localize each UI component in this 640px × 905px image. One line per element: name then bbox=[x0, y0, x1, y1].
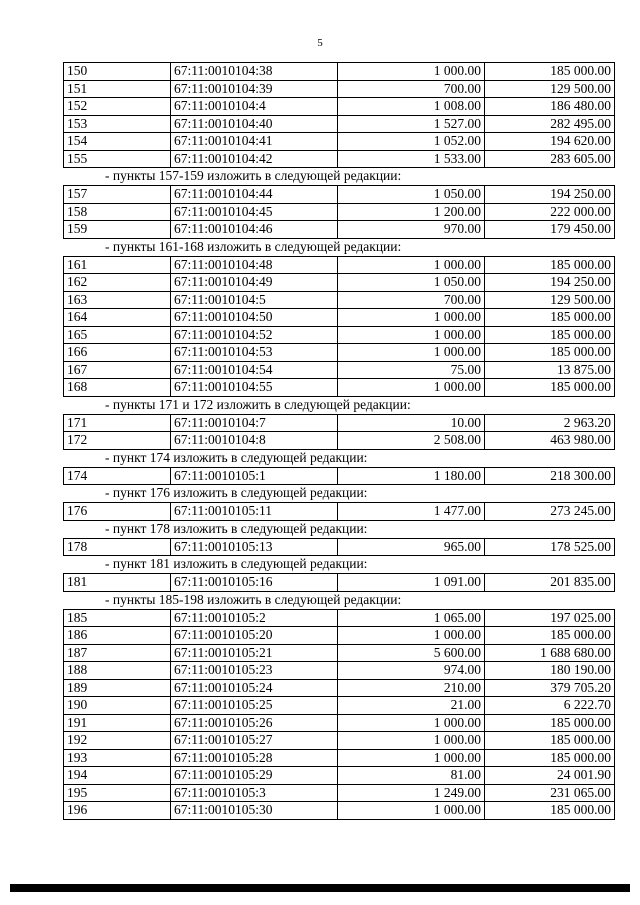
area-cell: 10.00 bbox=[338, 414, 485, 432]
cadastral-number-cell: 67:11:0010105:20 bbox=[171, 627, 338, 645]
table-row bbox=[64, 291, 615, 309]
parcel-table bbox=[63, 185, 615, 239]
cadastral-number-cell: 67:11:0010105:29 bbox=[171, 767, 338, 785]
item-number-cell: 178 bbox=[64, 538, 171, 556]
table-row bbox=[64, 203, 615, 221]
cadastral-value-cell: 129 500.00 bbox=[485, 291, 615, 309]
amendment-instruction: - пункты 171 и 172 изложить в следующей редакции: bbox=[105, 396, 411, 412]
cadastral-value-cell: 194 250.00 bbox=[485, 186, 615, 204]
item-number-cell: 172 bbox=[64, 432, 171, 450]
table-row bbox=[64, 538, 615, 556]
page-number: 5 bbox=[317, 37, 323, 49]
area-cell: 210.00 bbox=[338, 679, 485, 697]
table-row bbox=[64, 749, 615, 767]
area-cell: 1 065.00 bbox=[338, 609, 485, 627]
area-cell: 965.00 bbox=[338, 538, 485, 556]
table-row bbox=[64, 662, 615, 680]
cadastral-value-cell: 179 450.00 bbox=[485, 221, 615, 239]
parcel-table bbox=[63, 609, 615, 820]
amendment-instruction: - пункты 157-159 изложить в следующей редакции: bbox=[105, 168, 402, 183]
table-row bbox=[64, 63, 615, 81]
item-number-cell: 154 bbox=[64, 133, 171, 151]
item-number-cell: 166 bbox=[64, 344, 171, 362]
area-cell: 1 000.00 bbox=[338, 714, 485, 732]
area-cell: 700.00 bbox=[338, 291, 485, 309]
table-row bbox=[64, 467, 615, 485]
cadastral-number-cell: 67:11:0010104:48 bbox=[171, 256, 338, 274]
item-number-cell: 167 bbox=[64, 361, 171, 379]
amendment-instruction: - пункт 176 изложить в следующей редакции: bbox=[105, 485, 368, 500]
cadastral-value-cell: 13 875.00 bbox=[485, 361, 615, 379]
cadastral-value-cell: 185 000.00 bbox=[485, 802, 615, 820]
item-number-cell: 161 bbox=[64, 256, 171, 274]
table-row bbox=[64, 326, 615, 344]
cadastral-number-cell: 67:11:0010105:3 bbox=[171, 784, 338, 802]
cadastral-value-cell: 180 190.00 bbox=[485, 662, 615, 680]
cadastral-value-cell: 379 705.20 bbox=[485, 679, 615, 697]
area-cell: 1 477.00 bbox=[338, 503, 485, 521]
area-cell: 1 180.00 bbox=[338, 467, 485, 485]
area-cell: 1 000.00 bbox=[338, 749, 485, 767]
table-row bbox=[64, 802, 615, 820]
table-row bbox=[64, 274, 615, 292]
cadastral-value-cell: 178 525.00 bbox=[485, 538, 615, 556]
cadastral-value-cell: 282 495.00 bbox=[485, 115, 615, 133]
area-cell: 2 508.00 bbox=[338, 432, 485, 450]
table-row bbox=[64, 379, 615, 397]
area-cell: 1 000.00 bbox=[338, 256, 485, 274]
area-cell: 1 000.00 bbox=[338, 63, 485, 81]
area-cell: 1 008.00 bbox=[338, 98, 485, 116]
area-cell: 21.00 bbox=[338, 697, 485, 715]
cadastral-value-cell: 129 500.00 bbox=[485, 80, 615, 98]
cadastral-number-cell: 67:11:0010104:4 bbox=[171, 98, 338, 116]
table-row bbox=[64, 414, 615, 432]
item-number-cell: 181 bbox=[64, 574, 171, 592]
item-number-cell: 190 bbox=[64, 697, 171, 715]
area-cell: 1 000.00 bbox=[338, 344, 485, 362]
cadastral-value-cell: 185 000.00 bbox=[485, 63, 615, 81]
table-row bbox=[64, 679, 615, 697]
cadastral-number-cell: 67:11:0010105:27 bbox=[171, 732, 338, 750]
cadastral-number-cell: 67:11:0010104:54 bbox=[171, 361, 338, 379]
cadastral-number-cell: 67:11:0010105:1 bbox=[171, 467, 338, 485]
item-number-cell: 171 bbox=[64, 414, 171, 432]
cadastral-value-cell: 185 000.00 bbox=[485, 256, 615, 274]
table-row bbox=[64, 732, 615, 750]
area-cell: 1 050.00 bbox=[338, 274, 485, 292]
cadastral-value-cell: 194 250.00 bbox=[485, 274, 615, 292]
table-row bbox=[64, 767, 615, 785]
cadastral-number-cell: 67:11:0010105:13 bbox=[171, 538, 338, 556]
cadastral-number-cell: 67:11:0010105:26 bbox=[171, 714, 338, 732]
cadastral-number-cell: 67:11:0010104:55 bbox=[171, 379, 338, 397]
table-row bbox=[64, 644, 615, 662]
table-row bbox=[64, 221, 615, 239]
cadastral-number-cell: 67:11:0010104:46 bbox=[171, 221, 338, 239]
cadastral-value-cell: 185 000.00 bbox=[485, 627, 615, 645]
cadastral-value-cell: 231 065.00 bbox=[485, 784, 615, 802]
item-number-cell: 174 bbox=[64, 467, 171, 485]
cadastral-number-cell: 67:11:0010104:5 bbox=[171, 291, 338, 309]
cadastral-number-cell: 67:11:0010104:50 bbox=[171, 309, 338, 327]
area-cell: 1 000.00 bbox=[338, 309, 485, 327]
item-number-cell: 189 bbox=[64, 679, 171, 697]
cadastral-value-cell: 194 620.00 bbox=[485, 133, 615, 151]
table-row bbox=[64, 150, 615, 168]
cadastral-value-cell: 283 605.00 bbox=[485, 150, 615, 168]
cadastral-value-cell: 201 835.00 bbox=[485, 574, 615, 592]
area-cell: 1 000.00 bbox=[338, 627, 485, 645]
item-number-cell: 163 bbox=[64, 291, 171, 309]
cadastral-value-cell: 1 688 680.00 bbox=[485, 644, 615, 662]
table-row bbox=[64, 697, 615, 715]
item-number-cell: 196 bbox=[64, 802, 171, 820]
table-row bbox=[64, 714, 615, 732]
table-row bbox=[64, 574, 615, 592]
cadastral-value-cell: 186 480.00 bbox=[485, 98, 615, 116]
area-cell: 75.00 bbox=[338, 361, 485, 379]
amendment-instruction: - пункты 185-198 изложить в следующей редакции: bbox=[105, 591, 402, 607]
table-row bbox=[64, 309, 615, 327]
table-row bbox=[64, 344, 615, 362]
area-cell: 81.00 bbox=[338, 767, 485, 785]
area-cell: 1 000.00 bbox=[338, 802, 485, 820]
cadastral-number-cell: 67:11:0010104:42 bbox=[171, 150, 338, 168]
cadastral-value-cell: 222 000.00 bbox=[485, 203, 615, 221]
area-cell: 974.00 bbox=[338, 662, 485, 680]
cadastral-number-cell: 67:11:0010104:8 bbox=[171, 432, 338, 450]
parcel-table bbox=[63, 62, 615, 168]
parcel-table bbox=[63, 502, 615, 521]
area-cell: 5 600.00 bbox=[338, 644, 485, 662]
cadastral-value-cell: 185 000.00 bbox=[485, 732, 615, 750]
area-cell: 970.00 bbox=[338, 221, 485, 239]
item-number-cell: 194 bbox=[64, 767, 171, 785]
area-cell: 1 533.00 bbox=[338, 150, 485, 168]
cadastral-number-cell: 67:11:0010104:39 bbox=[171, 80, 338, 98]
item-number-cell: 158 bbox=[64, 203, 171, 221]
item-number-cell: 150 bbox=[64, 63, 171, 81]
cadastral-value-cell: 2 963.20 bbox=[485, 414, 615, 432]
item-number-cell: 153 bbox=[64, 115, 171, 133]
table-row bbox=[64, 256, 615, 274]
parcel-table bbox=[63, 467, 615, 486]
cadastral-value-cell: 24 001.90 bbox=[485, 767, 615, 785]
cadastral-value-cell: 185 000.00 bbox=[485, 309, 615, 327]
amendment-instruction: - пункт 178 изложить в следующей редакции: bbox=[105, 520, 368, 536]
area-cell: 1 050.00 bbox=[338, 186, 485, 204]
cadastral-value-cell: 463 980.00 bbox=[485, 432, 615, 450]
cadastral-number-cell: 67:11:0010104:44 bbox=[171, 186, 338, 204]
cadastral-number-cell: 67:11:0010105:30 bbox=[171, 802, 338, 820]
cadastral-value-cell: 197 025.00 bbox=[485, 609, 615, 627]
cadastral-value-cell: 185 000.00 bbox=[485, 714, 615, 732]
parcel-table bbox=[63, 573, 615, 592]
area-cell: 1 052.00 bbox=[338, 133, 485, 151]
item-number-cell: 187 bbox=[64, 644, 171, 662]
cadastral-value-cell: 185 000.00 bbox=[485, 379, 615, 397]
item-number-cell: 186 bbox=[64, 627, 171, 645]
item-number-cell: 185 bbox=[64, 609, 171, 627]
document-body bbox=[63, 62, 615, 820]
area-cell: 1 527.00 bbox=[338, 115, 485, 133]
item-number-cell: 152 bbox=[64, 98, 171, 116]
item-number-cell: 195 bbox=[64, 784, 171, 802]
cadastral-number-cell: 67:11:0010104:49 bbox=[171, 274, 338, 292]
cadastral-number-cell: 67:11:0010104:45 bbox=[171, 203, 338, 221]
cadastral-number-cell: 67:11:0010105:28 bbox=[171, 749, 338, 767]
table-row bbox=[64, 503, 615, 521]
item-number-cell: 176 bbox=[64, 503, 171, 521]
amendment-instruction: - пункт 174 изложить в следующей редакции: bbox=[105, 449, 368, 465]
table-row bbox=[64, 186, 615, 204]
cadastral-number-cell: 67:11:0010105:21 bbox=[171, 644, 338, 662]
table-row bbox=[64, 98, 615, 116]
area-cell: 1 000.00 bbox=[338, 732, 485, 750]
cadastral-number-cell: 67:11:0010105:2 bbox=[171, 609, 338, 627]
item-number-cell: 157 bbox=[64, 186, 171, 204]
cadastral-number-cell: 67:11:0010104:40 bbox=[171, 115, 338, 133]
cadastral-number-cell: 67:11:0010104:41 bbox=[171, 133, 338, 151]
area-cell: 700.00 bbox=[338, 80, 485, 98]
cadastral-number-cell: 67:11:0010105:23 bbox=[171, 662, 338, 680]
area-cell: 1 091.00 bbox=[338, 574, 485, 592]
table-row bbox=[64, 80, 615, 98]
area-cell: 1 000.00 bbox=[338, 379, 485, 397]
parcel-table bbox=[63, 414, 615, 450]
bottom-border-bar bbox=[10, 884, 630, 892]
area-cell: 1 200.00 bbox=[338, 203, 485, 221]
cadastral-value-cell: 273 245.00 bbox=[485, 503, 615, 521]
cadastral-number-cell: 67:11:0010105:16 bbox=[171, 574, 338, 592]
parcel-table bbox=[63, 256, 615, 397]
item-number-cell: 165 bbox=[64, 326, 171, 344]
item-number-cell: 155 bbox=[64, 150, 171, 168]
parcel-table bbox=[63, 538, 615, 557]
amendment-instruction: - пункт 181 изложить в следующей редакции: bbox=[105, 556, 368, 571]
area-cell: 1 249.00 bbox=[338, 784, 485, 802]
table-row bbox=[64, 432, 615, 450]
cadastral-number-cell: 67:11:0010105:25 bbox=[171, 697, 338, 715]
cadastral-value-cell: 185 000.00 bbox=[485, 326, 615, 344]
item-number-cell: 191 bbox=[64, 714, 171, 732]
table-row bbox=[64, 361, 615, 379]
amendment-instruction: - пункты 161-168 изложить в следующей редакции: bbox=[105, 238, 402, 254]
table-row bbox=[64, 784, 615, 802]
cadastral-number-cell: 67:11:0010105:11 bbox=[171, 503, 338, 521]
table-row bbox=[64, 609, 615, 627]
cadastral-value-cell: 218 300.00 bbox=[485, 467, 615, 485]
cadastral-number-cell: 67:11:0010104:7 bbox=[171, 414, 338, 432]
item-number-cell: 151 bbox=[64, 80, 171, 98]
table-row bbox=[64, 627, 615, 645]
cadastral-value-cell: 185 000.00 bbox=[485, 344, 615, 362]
table-row bbox=[64, 133, 615, 151]
cadastral-number-cell: 67:11:0010104:53 bbox=[171, 344, 338, 362]
cadastral-value-cell: 6 222.70 bbox=[485, 697, 615, 715]
item-number-cell: 164 bbox=[64, 309, 171, 327]
area-cell: 1 000.00 bbox=[338, 326, 485, 344]
item-number-cell: 192 bbox=[64, 732, 171, 750]
item-number-cell: 193 bbox=[64, 749, 171, 767]
item-number-cell: 168 bbox=[64, 379, 171, 397]
cadastral-number-cell: 67:11:0010105:24 bbox=[171, 679, 338, 697]
cadastral-number-cell: 67:11:0010104:52 bbox=[171, 326, 338, 344]
item-number-cell: 162 bbox=[64, 274, 171, 292]
cadastral-value-cell: 185 000.00 bbox=[485, 749, 615, 767]
item-number-cell: 188 bbox=[64, 662, 171, 680]
cadastral-number-cell: 67:11:0010104:38 bbox=[171, 63, 338, 81]
table-row bbox=[64, 115, 615, 133]
item-number-cell: 159 bbox=[64, 221, 171, 239]
